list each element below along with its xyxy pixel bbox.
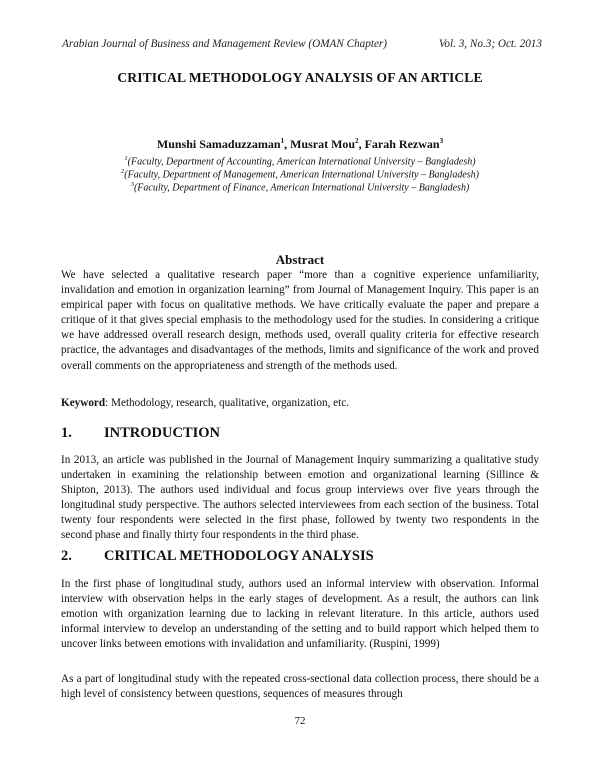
volume-info: Vol. 3, No.3; Oct. 2013	[438, 38, 542, 50]
journal-name: Arabian Journal of Business and Management Review (OMAN Chapter)	[62, 38, 388, 50]
affiliation-text: (Faculty, Department of Management, American International University – Bangladesh)	[124, 169, 479, 181]
section-title: INTRODUCTION	[104, 425, 221, 441]
author-separator: ,	[358, 137, 365, 151]
abstract-heading: Abstract	[275, 252, 325, 267]
running-header	[62, 38, 542, 50]
critical-analysis-paragraph-2: As a part of longitudinal study with the repeated cross-sectional data collection process, there should be a high level of consistency between questions, sequences of measures through	[61, 673, 539, 701]
affiliation-2	[0, 168, 600, 180]
section-number: 1.	[61, 425, 72, 441]
author-name: Farah Rezwan	[364, 137, 440, 151]
introduction-text: In 2013, an article was published in the Journal of Management Inquiry summarizing a qualitative study undertaken in examining the relationship between emotion and organizational learning (Sillince & Shipton, 2013). The authors used individual and focus group interviews over five years through the longitudinal study perspective. The authors selected interviewees from each section of the business. Total twenty four respondents were selected in the first phase, followed by twenty two respondents in the second phase and finally thirty four respondents in the third phase.	[61, 454, 539, 542]
section-heading-critical-analysis	[61, 548, 374, 565]
affiliation-3	[0, 181, 600, 193]
affiliation-text: (Faculty, Department of Accounting, American International University – Bangladesh)	[127, 156, 476, 168]
abstract-text: We have selected a qualitative research paper “more than a cognitive experience unfamiliarity, invalidation and emotion in organization learning” from Journal of Management Inquiry. This paper is an empirical paper with focus on qualitative methods. We have critically evaluate the paper and prepare a critique of it that gives special emphasis to the methodology used for the studies. In considering a critique we have addressed overall research design, methods used, overall quality criteria for effective research practice, the advantages and disadvantages of the methods, limits and significance of the work and proved overall comments on the appropriateness and strength of the methods used.	[61, 269, 539, 372]
affiliation-sup: 2	[121, 168, 125, 175]
page-number: 72	[294, 715, 306, 727]
keyword-label: Keyword	[61, 397, 106, 409]
author-separator: ,	[284, 137, 291, 151]
section-number: 2.	[61, 548, 72, 564]
critical-analysis-paragraph-1: In the first phase of longitudinal study, authors used an informal interview with observation. Informal interview with observation helps in the early stages of development. As a result, the authors can link emotion with organization learning due to lacking in relevant literature. In this article, authors used informal interview to develop an understanding of the setting and to build rapport which helped them to uncover links between emotions with invalidation and unfamiliarity. (Ruspini, 1999)	[61, 578, 539, 651]
keywords	[61, 396, 539, 411]
author-name: Munshi Samaduzzaman	[156, 137, 281, 151]
author-list	[0, 137, 600, 152]
keyword-list: : Methodology, research, qualitative, organization, etc.	[105, 397, 349, 409]
author-sup: 3	[439, 137, 444, 145]
affiliation-sup: 1	[124, 155, 128, 162]
author-sup: 1	[280, 137, 285, 145]
affiliation-1	[0, 155, 600, 167]
section-heading-introduction	[61, 425, 220, 442]
section-title: CRITICAL METHODOLOGY ANALYSIS	[104, 548, 374, 564]
paper-title: CRITICAL METHODOLOGY ANALYSIS OF AN ARTICLE	[117, 70, 483, 85]
affiliation-sup: 3	[130, 181, 134, 188]
author-name: Musrat Mou	[290, 137, 356, 151]
affiliation-text: (Faculty, Department of Finance, American International University – Bangladesh)	[133, 182, 470, 194]
author-sup: 2	[355, 137, 359, 145]
